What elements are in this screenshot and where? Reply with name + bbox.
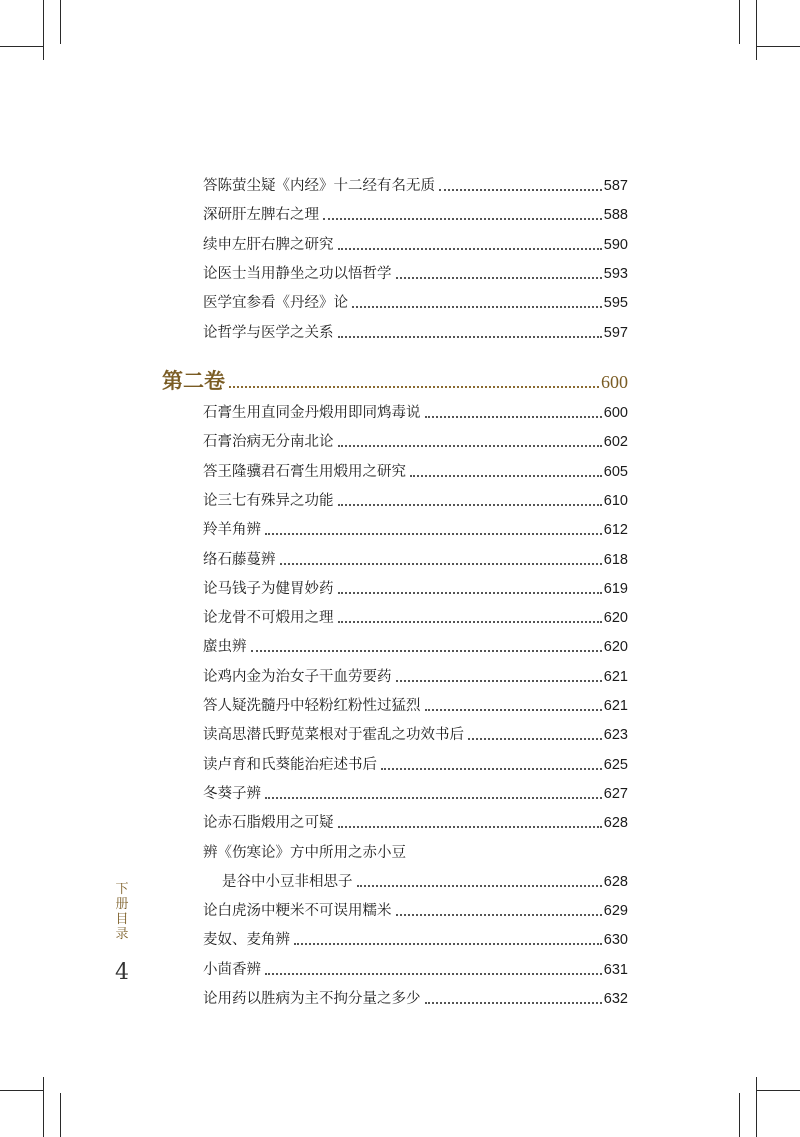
page-folio: 4 xyxy=(115,960,129,985)
toc-page-number: 595 xyxy=(603,295,628,312)
toc-entry xyxy=(203,452,628,482)
toc-entry xyxy=(203,313,628,343)
leader-dots xyxy=(338,504,602,506)
toc-entry-title: 是谷中小豆非相思子 xyxy=(222,873,353,890)
crop-mark xyxy=(739,1093,740,1137)
crop-mark xyxy=(60,0,61,44)
toc-entry xyxy=(203,950,628,980)
toc-page-number: 597 xyxy=(603,324,628,341)
leader-dots xyxy=(323,218,602,220)
toc-entry-title: 石膏治病无分南北论 xyxy=(203,434,334,451)
toc-entry-title: 论三七有殊异之功能 xyxy=(203,492,334,509)
crop-mark xyxy=(60,1093,61,1137)
leader-dots xyxy=(338,592,602,594)
toc-entry-title: 续申左肝右脾之研究 xyxy=(203,236,334,253)
toc-entry-title: 深研肝左脾右之理 xyxy=(203,207,319,224)
toc-entry-title: 论马钱子为健胃妙药 xyxy=(203,580,334,597)
toc-entry xyxy=(203,715,628,745)
toc-page-number: 632 xyxy=(603,991,628,1007)
leader-dots xyxy=(265,797,602,799)
toc-page-number: 593 xyxy=(603,265,628,282)
toc-entry-title: 医学宜参看《丹经》论 xyxy=(203,295,348,312)
toc-entry xyxy=(203,481,628,511)
toc-entry xyxy=(203,393,628,423)
toc-page-number: 602 xyxy=(603,434,628,451)
toc-entry xyxy=(203,510,628,540)
toc-page-number: 590 xyxy=(603,236,628,253)
toc-entry-title: 石膏生用直同金丹煅用即同鸩毒说 xyxy=(203,405,421,421)
toc-entry-title: 小茴香辨 xyxy=(203,961,261,978)
section-heading xyxy=(162,364,628,394)
crop-mark xyxy=(43,0,44,60)
leader-dots xyxy=(410,475,602,477)
toc-entry-title: 读高思潜氏野苋菜根对于霍乱之功效书后 xyxy=(203,727,464,744)
crop-mark xyxy=(739,0,740,44)
toc-page-number: 627 xyxy=(603,785,628,802)
leader-dots xyxy=(396,277,602,279)
toc-entry xyxy=(203,686,628,716)
toc-page-number: 629 xyxy=(603,903,628,920)
toc-entry-title: 读卢育和氏葵能治疟述书后 xyxy=(203,756,377,773)
toc-page-number: 610 xyxy=(603,492,628,509)
toc-entry-title: 答陈萤尘疑《内经》十二经有名无质 xyxy=(203,178,435,194)
toc-entry-title: 冬葵子辨 xyxy=(203,785,261,802)
running-side-label: 下 册 目 录 xyxy=(115,882,129,942)
toc-page-number: 631 xyxy=(603,961,628,978)
section-title: 第二卷 xyxy=(162,368,225,393)
toc-page-number: 621 xyxy=(603,698,628,714)
leader-dots xyxy=(338,248,602,250)
crop-mark xyxy=(0,1090,43,1091)
crop-mark xyxy=(757,46,800,47)
toc-page-number: 628 xyxy=(603,815,628,832)
toc-entry xyxy=(203,920,628,950)
toc-entry xyxy=(203,540,628,570)
toc-entry xyxy=(203,803,628,833)
crop-mark xyxy=(0,46,43,47)
toc-entry xyxy=(203,254,628,284)
toc-entry xyxy=(203,166,628,196)
leader-dots xyxy=(396,914,602,916)
leader-dots xyxy=(468,738,602,740)
toc-page-number: 630 xyxy=(603,932,628,949)
toc-entry xyxy=(203,745,628,775)
leader-dots xyxy=(357,885,602,887)
toc-entry xyxy=(203,833,628,863)
toc-entry-title: 论鸡内金为治女子干血劳要药 xyxy=(203,668,392,685)
crop-mark xyxy=(43,1077,44,1137)
toc-entry xyxy=(203,225,628,255)
leader-dots xyxy=(425,416,602,418)
leader-dots xyxy=(381,768,602,770)
leader-dots xyxy=(294,943,602,945)
toc-entry-title: 论赤石脂煅用之可疑 xyxy=(203,815,334,832)
toc-entry-title: 答人疑洗髓丹中轻粉红粉性过猛烈 xyxy=(203,698,421,714)
toc-page-number: 620 xyxy=(603,610,628,627)
leader-dots xyxy=(425,1002,602,1004)
leader-dots xyxy=(352,306,602,308)
toc-entry-title: 论龙骨不可煅用之理 xyxy=(203,610,334,627)
toc-entry xyxy=(203,979,628,1009)
crop-mark xyxy=(756,0,757,60)
toc-entry xyxy=(203,422,628,452)
toc-entry xyxy=(203,627,628,657)
leader-dots xyxy=(439,189,602,191)
toc-page-number: 618 xyxy=(603,551,628,568)
leader-dots xyxy=(338,826,602,828)
toc-entry xyxy=(203,569,628,599)
leader-dots xyxy=(265,973,602,975)
toc-entry-title: 辨《伤寒论》方中所用之赤小豆 xyxy=(203,844,406,861)
toc-page-number: 605 xyxy=(603,463,628,480)
crop-mark xyxy=(756,1077,757,1137)
toc-page-number: 621 xyxy=(603,668,628,685)
toc-entry-title: 麦奴、麦角辨 xyxy=(203,932,290,949)
toc-entry-title: 论白虎汤中粳米不可误用糯米 xyxy=(203,903,392,920)
section-page-number: 600 xyxy=(601,372,628,392)
leader-dots xyxy=(396,680,602,682)
toc-page-number: 612 xyxy=(603,522,628,539)
toc-page-number: 623 xyxy=(603,727,628,744)
leader-dots xyxy=(251,650,602,652)
toc-page-number: 628 xyxy=(603,873,628,890)
toc-page-number: 619 xyxy=(603,580,628,597)
toc-page-number: 587 xyxy=(603,178,628,194)
toc-page-number: 625 xyxy=(603,756,628,773)
toc-entry xyxy=(203,657,628,687)
leader-dots xyxy=(229,386,599,388)
toc-page-number: 600 xyxy=(603,405,628,421)
toc-entry-title: 论哲学与医学之关系 xyxy=(203,324,334,341)
crop-mark xyxy=(757,1090,800,1091)
toc-entry xyxy=(222,862,628,892)
toc-entry-title: 论用药以胜病为主不拘分量之多少 xyxy=(203,991,421,1007)
toc-entry xyxy=(203,774,628,804)
leader-dots xyxy=(425,709,602,711)
toc-entry-title: 羚羊角辨 xyxy=(203,522,261,539)
toc-page-number: 620 xyxy=(603,639,628,656)
toc-entry-title: 答王隆骥君石膏生用煅用之研究 xyxy=(203,463,406,480)
leader-dots xyxy=(338,445,602,447)
toc-entry xyxy=(203,195,628,225)
leader-dots xyxy=(280,563,602,565)
toc-entry-title: 络石藤蔓辨 xyxy=(203,551,276,568)
leader-dots xyxy=(338,621,602,623)
toc-entry xyxy=(203,283,628,313)
toc-entry-title: 䗪虫辨 xyxy=(203,639,247,656)
leader-dots xyxy=(338,336,602,338)
toc-entry xyxy=(203,891,628,921)
leader-dots xyxy=(265,533,602,535)
toc-entry xyxy=(203,598,628,628)
toc-page-number: 588 xyxy=(603,207,628,224)
toc-entry-title: 论医士当用静坐之功以悟哲学 xyxy=(203,265,392,282)
